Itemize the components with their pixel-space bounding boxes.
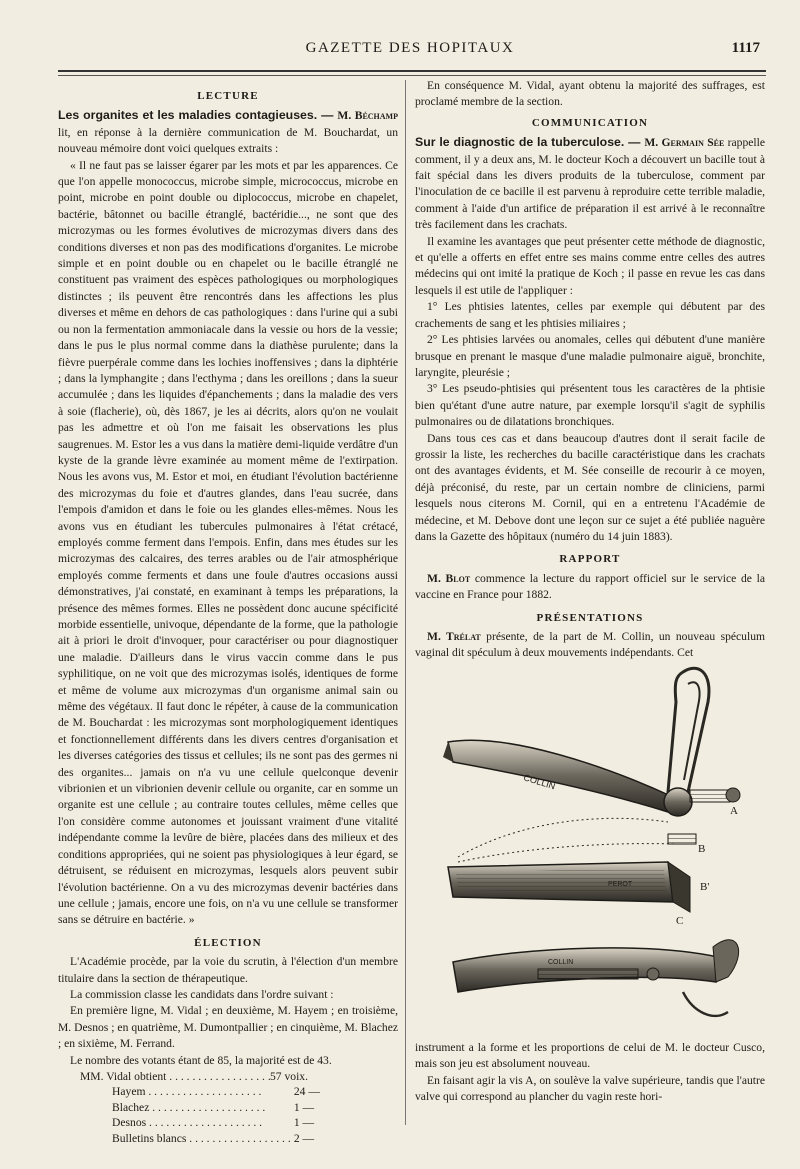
list-item-1: 1° Les phtisies latentes, celles par exemple qui débutent par des crachements de sang et les phtisies miliaires ;	[415, 300, 765, 330]
vote-count: 24 —	[293, 1085, 320, 1099]
paragraph-ranking: En première ligne, M. Vidal ; en deuxième, M. Hayem ; en troisième, M. Desnos ; en quatrième, M. Dumontpallier ; en cinquième, M. Blachez ; en sixième, M. Ferrand.	[58, 1004, 398, 1051]
vote-row	[80, 1100, 380, 1115]
paragraph-quote: « Il ne faut pas se laisser égarer par les mots et par les apparences. Ce que l'on appelle monococcus, microbe simple, micrococcus, microbe en point, microbe en point double ou diplococcus, microbe en chapelet, bactérie, bâtonnet ou bacille étranglé, bactéridie..., ne sont que des microzymas ou les formes évolutives de microzymas divers dans des conditions diverses et non pas des modifications d'organites. Le microbe simple et en point double ou en chapelet ou le bacille étranglé ne constituent pas vraiment des espèces pathologiques ou morphologiques distinctes ; ils peuvent être rencontrés dans les affections les plus diverses et même en dehors de cas pathologiques : dans l'urine qui a subi ou non la fermentation ammoniacale dans la vessie ou hors de la vessie; dans le pus le plus normal comme dans la diathèse purulente; dans la fièvre puerpérale comme dans les lochies inoffensives ; dans la diphtérie ; dans la lymphangite ; dans l'ecthyma ; dans les oreillons ; dans la sueur accumulée ; dans les liquides d'épanchements ; dans la maladie des vers à soie (flacherie), où, dès 1867, je les ai décrits, alors qu'on ne voulait pas les admettre et où l'on me faisait les observations les plus saugrenues. M. Estor les a vus dans la matière demi-liquide verdâtre d'un kyste de la grande lèvre examinée au moment même de l'extirpation. Nous les avons vus, M. Estor et moi, en étudiant l'évolution bactérienne des microzymas du foie et d'autres glandes, dans l'eau sucrée, dans l'empois d'amidon et dans le foie ou les glandes elles-mêmes. Nous les avons vus en étudiant les tubercules pulmonaires à l'état crétacé, employés comme ferment dans l'empois. Enfin, dans mes études sur les microzymas des calcaires, des terres arables ou de l'air atmosphérique employés comme ferments et dans une foule d'autres occasions aussi démonstratives, j'ai constaté, en examinant à temps les préparations, la présence des mêmes formes. Elles ne possèdent donc aucune spécificité morbide essentielle, univoque, dépendante de la forme, que la pathologie ait à priori le droit d'invoquer, pour caractériser ou pour diagnostiquer une maladie. D'ailleurs dans le virus vaccin comme dans le pus syphilitique, on ne voit que des microzymas isolés, identiques de forme et même de volume aux microzymas d'un organisme animal sain ou même des végétaux. Il faut donc le répéter, à cause de la communication de M. Bouchardat : les microzymas sont morphologiquement identiques et fonctionnellement différents dans les divers centres d'organisation et les diverses catégories des tissus et cellules; ils ne sont pas des germes ni des organites... jamais on n'a vu une cellule quelconque devenir vibrionien et un vibrionien devenir cellule ou organite, car en somme un organite est une cellule ; au contraire toutes cellules, même celles que l'on considère comme autonomes et jouissant vraiment d'une vitalité indépendante comme la levûre de bière, placées dans des milieux et des conditions appropriées, qui ne soient pas physiologiques à leur égard, se détruisent, se réduisent en microzymas, lesquels alors peuvent subir l'évolution bactérienne. On a vu des microzymas devenir bactéries dans une cellule ; jamais, encore une fois, on n'a vu une cellule se transformer sans se détruire en bactérie. »	[58, 158, 398, 927]
speculum-illustration	[428, 662, 758, 1042]
vote-candidate: MM. Vidal obtient . . .	[80, 1069, 270, 1084]
section-heading-communication: COMMUNICATION	[531, 116, 649, 129]
vote-row	[80, 1069, 380, 1084]
engraving-label: COLLIN	[548, 959, 574, 966]
paragraph-votants: Le nombre des votants étant de 85, la majorité est de 43.	[70, 1053, 332, 1067]
author-name: M. Germain Sée	[644, 136, 725, 150]
vote-count: 1 —	[293, 1116, 315, 1130]
paragraph-examine: Il examine les avantages que peut présenter cette méthode de diagnostic, et qu'elle a offerts en effet entre ses mains comme entre celles des autres médecins qui ont imité la pratique de Koch ; il passe en revue les cas dans lesquels il est utile de l'appliquer :	[415, 234, 765, 297]
paragraph-after-figure: instrument a la forme et les proportions de celui de M. le docteur Cusco, mais son jeu est absolument nouveau.	[415, 1041, 765, 1071]
author-name: M. Trélat	[427, 630, 481, 643]
section-heading-presentations: PRÉSENTATIONS	[536, 611, 644, 624]
vote-row	[80, 1084, 380, 1099]
page-header	[60, 40, 760, 62]
vote-results	[80, 1069, 380, 1146]
vote-candidate: Hayem . . .	[80, 1084, 294, 1099]
header-rule	[58, 70, 766, 72]
paragraph-rapport	[415, 571, 765, 604]
label-c: C	[676, 915, 684, 927]
right-column	[415, 78, 765, 662]
section-heading-rapport: RAPPORT	[559, 553, 621, 566]
vote-count: 57 voix.	[270, 1069, 309, 1083]
paragraph-text: présente, de la part de M. Collin, un nouveau spéculum vaginal dit spéculum à deux mouvements indépendants. Cet	[415, 630, 766, 660]
paragraph-lecture-intro	[58, 107, 398, 157]
label-b: B	[698, 843, 706, 855]
vote-candidate: Bulletins blancs . . .	[80, 1131, 294, 1146]
speculum-engraving	[428, 662, 758, 1042]
label-b-prime: B'	[700, 881, 710, 893]
list-item-2: 2° Les phtisies larvées ou anomales, celles qui débutent d'une manière brusque en prenant le masque d'une maladie pulmonaire aiguë, bronchite, laryngite, pleurésie ;	[415, 333, 765, 379]
paragraph-vidal: En conséquence M. Vidal, ayant obtenu la majorité des suffrages, est proclamé membre de la section.	[415, 79, 765, 109]
paragraph-text: rappelle comment, il y a deux ans, M. le docteur Koch a découvert un bacille tout à fait spécial dans les divers produits de la tuberculose, comment par l'inoculation de ce bacille il est parvenu à reproduire cette terrible maladie, comment à l'aide d'un artifice de préparation il est arrivé à le reconnaître très facilement dans les crachats.	[415, 136, 766, 232]
header-rule-thin	[58, 75, 766, 76]
paragraph-text: lit, en réponse à la dernière communication de M. Bouchardat, un nouveau mémoire dont voici quelques extraits :	[58, 125, 398, 156]
vote-row	[80, 1131, 380, 1146]
paragraph-text: commence la lecture du rapport officiel sur le service de la vaccine en France pour 1882.	[415, 571, 765, 602]
left-column	[58, 84, 398, 1146]
article-lead-title: Sur le diagnostic de la tuberculose. —	[415, 135, 645, 150]
author-name: M. Béchamp	[337, 109, 398, 123]
engraving-label: PEROT	[608, 881, 633, 888]
paragraph-presentation	[415, 629, 765, 662]
paragraph-communication	[415, 134, 765, 233]
section-heading-lecture: LECTURE	[197, 90, 259, 102]
paragraph-tous-ces-cas: Dans tous ces cas et dans beaucoup d'autres dont il serait facile de grossir la liste, les recherches du bacille caractéristique dans les crachats ont des avantages évidents, et M. Sée conseille de recourir à ce moyen, déjà préconisé, du reste, par un certain nombre de cliniciens, parmi lesquels nous citerons M. Cornil, qui en a entretenu l'Académie de médecine, et M. Debove dont une leçon sur ce sujet a été publiée naguère dans la Gazette des hôpitaux (numéro du 14 juin 1883).	[415, 431, 765, 543]
journal-title: GAZETTE DES HOPITAUX	[305, 40, 515, 56]
section-heading-election: ÉLECTION	[194, 936, 262, 949]
author-name: M. Blot	[427, 571, 471, 585]
vote-count: 2 —	[293, 1131, 315, 1145]
vote-row	[80, 1115, 380, 1130]
column-divider	[405, 80, 406, 1125]
paragraph-commission: La commission classe les candidats dans l'ordre suivant :	[70, 987, 334, 1001]
paragraph-election: L'Académie procède, par la voie du scrutin, à l'élection d'un membre titulaire dans la section de thérapeutique.	[58, 955, 398, 985]
figure-caption-text	[415, 1040, 765, 1106]
vote-candidate: Desnos . . .	[80, 1115, 294, 1130]
label-a: A	[730, 805, 738, 817]
vote-candidate: Blachez . . .	[80, 1100, 294, 1115]
engraving-label: COLLIN	[522, 772, 557, 792]
article-lead-title: Les organites et les maladies contagieuses. —	[58, 108, 338, 123]
page-number: 1117	[731, 40, 760, 56]
list-item-3: 3° Les pseudo-phtisies qui présentent tous les caractères de la phtisie bien qu'étant d'une autre nature, par exemple lorsqu'il s'agit de syphilis pulmonaires ou de dilatations bronchiques.	[415, 382, 765, 429]
vote-count: 1 —	[293, 1100, 315, 1114]
paragraph-last: En faisant agir la vis A, on soulève la valve supérieure, tandis que l'autre valve qui correspond au plancher du vagin reste hori-	[415, 1073, 765, 1104]
